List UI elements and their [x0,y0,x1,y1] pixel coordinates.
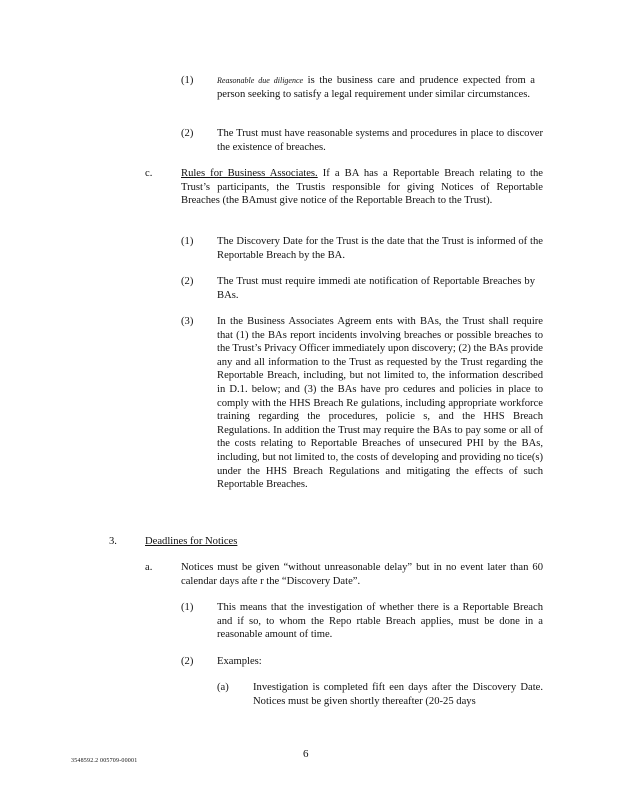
section-title-deadlines: Deadlines for Notices [145,536,238,547]
paragraph-text: is the business care and prudence expected from a person seeking to satisfy a legal requirement under similar circumstances. [217,75,536,100]
term-reasonable-due-diligence: Reasonable due diligence [217,76,304,85]
item-number-2: (2) [181,656,194,667]
item-letter-a: a. [145,562,153,573]
section-title-business-associates: Rules for Business Associates. [181,168,318,179]
section-number-3: 3. [109,536,117,547]
paragraph-notification: The Trust must require immedi ate notification of Reportable Breaches by BAs. [217,276,535,301]
footer-document-id: 3548592.2 005709-00001 [71,758,138,764]
paragraph-notice-deadline: Notices must be given “without unreasonable delay” but in no event later than 60 calendar days afte r the “Discovery Date”. [181,562,543,587]
paragraph-discovery-date: The Discovery Date for the Trust is the date that the Trust is informed of the Reportable Breach by the BA. [217,236,543,261]
paragraph-investigation: This means that the investigation of whether there is a Reportable Breach and if so, to whom the Repo rtable Breach applies, must be done in a reasonable amount of time. [217,602,543,641]
paragraph-systems: The Trust must have reasonable systems and procedures in place to discover the existence of breaches. [217,128,543,153]
paragraph-ba-agreements: In the Business Associates Agreem ents with BAs, the Trust shall require that (1) the BAs report incidents involving breaches or possible breaches to the Trust’s Privacy Officer immediately upon discovery; (2) the BAs provide any and all information to the Trust as requested by the Trust regarding the Reportable Breach, including, but not limited to, the information described in D.1. below; and (3) the BAs have pro cedures and policies in place to comply with the HHS Breach Re gulations, including appropriate workforce training regarding the procedures, policie s, and the HHS Breach Regulations. In addition the Trust may require the BAs to pay some or all of the costs relating to Reportable Breaches of unsecured PHI by the BAs, including, but not limited to, the costs of developing and providing no tice(s) under the HHS Breach Regulations and mitigating the effects of such Reportable Breaches. [217,316,544,491]
paragraph-example-a: Investigation is completed fift een days after the Discovery Date. Notices must be given shortly thereafter (20-25 days [253,682,543,707]
item-letter-a-sub: (a) [217,682,229,693]
item-letter-c: c. [145,168,153,179]
paragraph-business-associates [181,167,543,208]
paragraph-text: If a BA has a Reportable Breach relating to the Trust’s participants, the Trustis responsible for giving Notices of Reportable Breaches (the BAmust give notice of the Reportable Breach to the Trust). [181,168,543,207]
item-number-1: (1) [181,236,194,247]
item-number-1: (1) [181,75,194,86]
page-number: 6 [303,748,309,760]
item-number-2: (2) [181,276,194,287]
item-number-1: (1) [181,602,194,613]
paragraph-due-diligence [217,74,535,101]
item-number-2: (2) [181,128,194,139]
paragraph-examples: Examples: [217,656,262,667]
item-number-3: (3) [181,316,194,327]
